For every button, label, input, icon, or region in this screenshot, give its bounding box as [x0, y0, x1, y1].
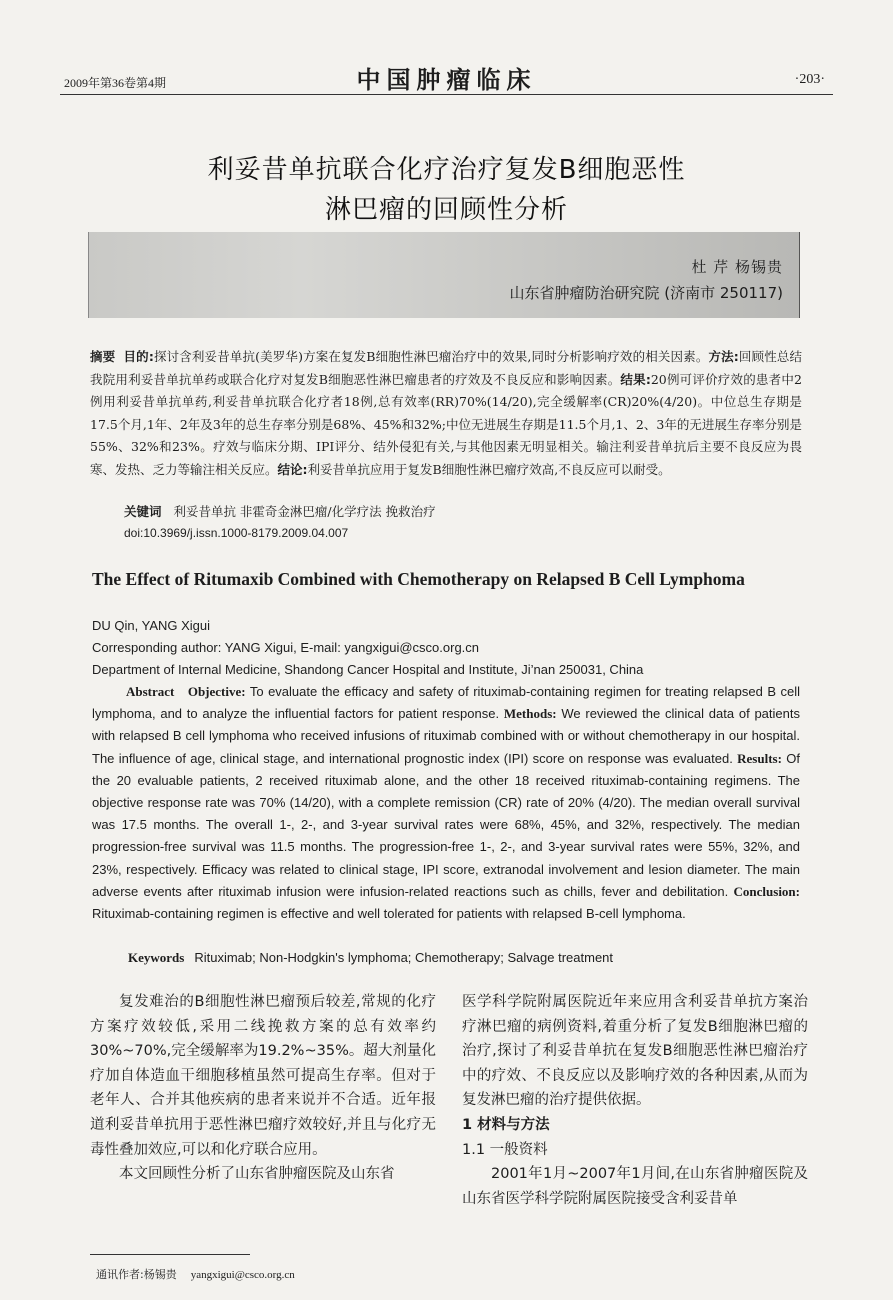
- en-methods-text: We reviewed the clinical data of patients with relapsed B cell lymphoma who received infusions of rituximab combined with or without chemotherapy in our hospital. The influence of age, clinical stage, and international prognostic index (IPI) score on response was evaluated.: [92, 706, 800, 766]
- conclusion-text: 利妥昔单抗应用于复发B细胞性淋巴瘤疗效高,不良反应可以耐受。: [307, 461, 671, 477]
- article-title: [0, 150, 893, 230]
- en-keywords-text: Rituximab; Non-Hodgkin's lymphoma; Chemotherapy; Salvage treatment: [194, 950, 614, 965]
- en-conclusion-label: Conclusion:: [733, 883, 800, 899]
- en-objective-label: Objective:: [187, 684, 246, 699]
- doi: doi:10.3969/j.issn.1000-8179.2009.04.007: [124, 526, 349, 540]
- en-conclusion-text: Rituximab-containing regimen is effective and well tolerated for patients with relapsed B-cell lymphoma.: [92, 906, 686, 922]
- english-authors: DU Qin, YANG Xigui: [92, 618, 211, 633]
- subsection-heading: 1.1 一般资料: [462, 1141, 548, 1158]
- keywords-label: 关键词: [124, 504, 162, 519]
- title-line-2: 淋巴瘤的回顾性分析: [324, 195, 568, 225]
- author-band: [88, 232, 800, 318]
- abstract-label: 摘要: [90, 349, 116, 364]
- en-results-label: Results:: [737, 750, 782, 766]
- corresponding-author: Corresponding author: YANG Xigui, E-mail: yangxigui@csco.org.cn: [92, 640, 480, 655]
- department: Department of Internal Medicine, Shandong Cancer Hospital and Institute, Ji’nan 250031, China: [92, 662, 644, 677]
- results-text: 20例可评价疗效的患者中2例用利妥昔单抗单药,利妥昔单抗联合化疗者18例,总有效率(RR)70%(14/20),完全缓解率(CR)20%(4/20)。中位总生存期是17.5个月,1年、2年及3年的总生存率分别是68%、45%和32%;中位无进展生存期是11.5个月,1、2、3年的无进展生存率分别是55%、32%和23%。疗效与临床分期、IPI评分、结外侵犯有关,与其他因素无明显相关。输注利妥昔单抗后主要不良反应为畏寒、发热、乏力等输注相关反应。: [90, 371, 802, 477]
- objective-label: 目的:: [123, 349, 154, 364]
- en-objective-text: To evaluate the efficacy and safety of rituximab-containing regimen for treating relapsed B cell lymphoma, and to analyze the influential factors for patient response.: [92, 684, 800, 722]
- page-number: ·203·: [794, 72, 825, 87]
- objective-text: 探讨含利妥昔单抗(美罗华)方案在复发B细胞性淋巴瘤治疗中的效果,同时分析影响疗效的相关因素。: [153, 349, 709, 364]
- en-results-text: Of the 20 evaluable patients, 2 received rituximab alone, and the other 18 received rituximab-containing regimens. The objective response rate was 70% (14/20), with a complete remission (CR) rate of 20% (4/20). The median overall survival was 17.5 months. The overall 1-, 2-, and 3-year survival rates were 68%, 45%, and 32%, respectively. The median progression-free survival was 11.5 months. The progression-free 1-, 2-, and 3-year survival rates were 55%, 32%, and 23%, respectively. Efficacy was related to clinical stage, IPI score, extranodal involvement and lesion diameter. The main adverse events after rituximab infusion were infusion-related reactions such as chills, fever and debilitation.: [92, 750, 800, 899]
- issue-info: 2009年第36卷第4期: [64, 76, 167, 90]
- body-paragraph: 本文回顾性分析了山东省肿瘤医院及山东省: [119, 1166, 395, 1183]
- title-line-1: 利妥昔单抗联合化疗治疗复发B细胞恶性: [207, 155, 686, 185]
- footnote-rule: [90, 1254, 250, 1255]
- en-keywords-label: Keywords: [128, 950, 185, 965]
- footnote-label: 通讯作者:杨锡贵: [96, 1268, 177, 1281]
- en-abstract-label: Abstract: [126, 684, 175, 699]
- chinese-keywords: [124, 502, 436, 520]
- body-paragraph: 医学科学院附属医院近年来应用含利妥昔单抗方案治疗淋巴瘤的病例资料,着重分析了复发B细胞淋巴瘤的治疗,探讨了利妥昔单抗在复发B细胞恶性淋巴瘤治疗中的疗效、不良反应以及影响疗效的各种因素,从而为复发淋巴瘤的治疗提供依据。: [462, 994, 808, 1109]
- english-abstract: [92, 681, 800, 925]
- body-left-column: [90, 990, 436, 1187]
- results-label: 结果:: [620, 371, 651, 387]
- authors: 杜 芹 杨锡贵: [691, 258, 783, 276]
- body-paragraph: 2001年1月~2007年1月间,在山东省肿瘤医院及山东省医学科学院附属医院接受含利妥昔单: [462, 1166, 808, 1207]
- en-methods-label: Methods:: [503, 706, 557, 722]
- methods-text: 回顾性总结我院用利妥昔单抗单药或联合化疗对复发B细胞恶性淋巴瘤患者的疗效及不良反应和影响因素。: [90, 349, 802, 387]
- conclusion-label: 结论:: [277, 461, 308, 477]
- footnote: [96, 1266, 295, 1282]
- body-right-column: [462, 990, 808, 1211]
- header-rule: [60, 94, 833, 95]
- footnote-email: yangxigui@csco.org.cn: [190, 1269, 295, 1281]
- body-paragraph: 复发难治的B细胞性淋巴瘤预后较差,常规的化疗方案疗效较低,采用二线挽救方案的总有效率约30%~70%,完全缓解率为19.2%~35%。超大剂量化疗加自体造血干细胞移植虽然可提高生存率。但对于老年人、合并其他疾病的患者来说并不合适。近年报道利妥昔单抗用于恶性淋巴瘤疗效较好,并且与化疗无毒性叠加效应,可以和化疗联合应用。: [90, 994, 436, 1158]
- section-heading: 1 材料与方法: [462, 1116, 550, 1133]
- methods-label: 方法:: [708, 349, 739, 364]
- journal-name: 中国肿瘤临床: [356, 65, 537, 94]
- affiliation: 山东省肿瘤防治研究院 (济南市 250117): [509, 284, 783, 302]
- english-keywords: [128, 950, 613, 966]
- keywords-text: 利妥昔单抗 非霍奇金淋巴瘤/化学疗法 挽救治疗: [173, 504, 436, 519]
- english-title: The Effect of Ritumaxib Combined with Chemotherapy on Relapsed B Cell Lymphoma: [92, 569, 745, 589]
- chinese-abstract: [90, 346, 802, 481]
